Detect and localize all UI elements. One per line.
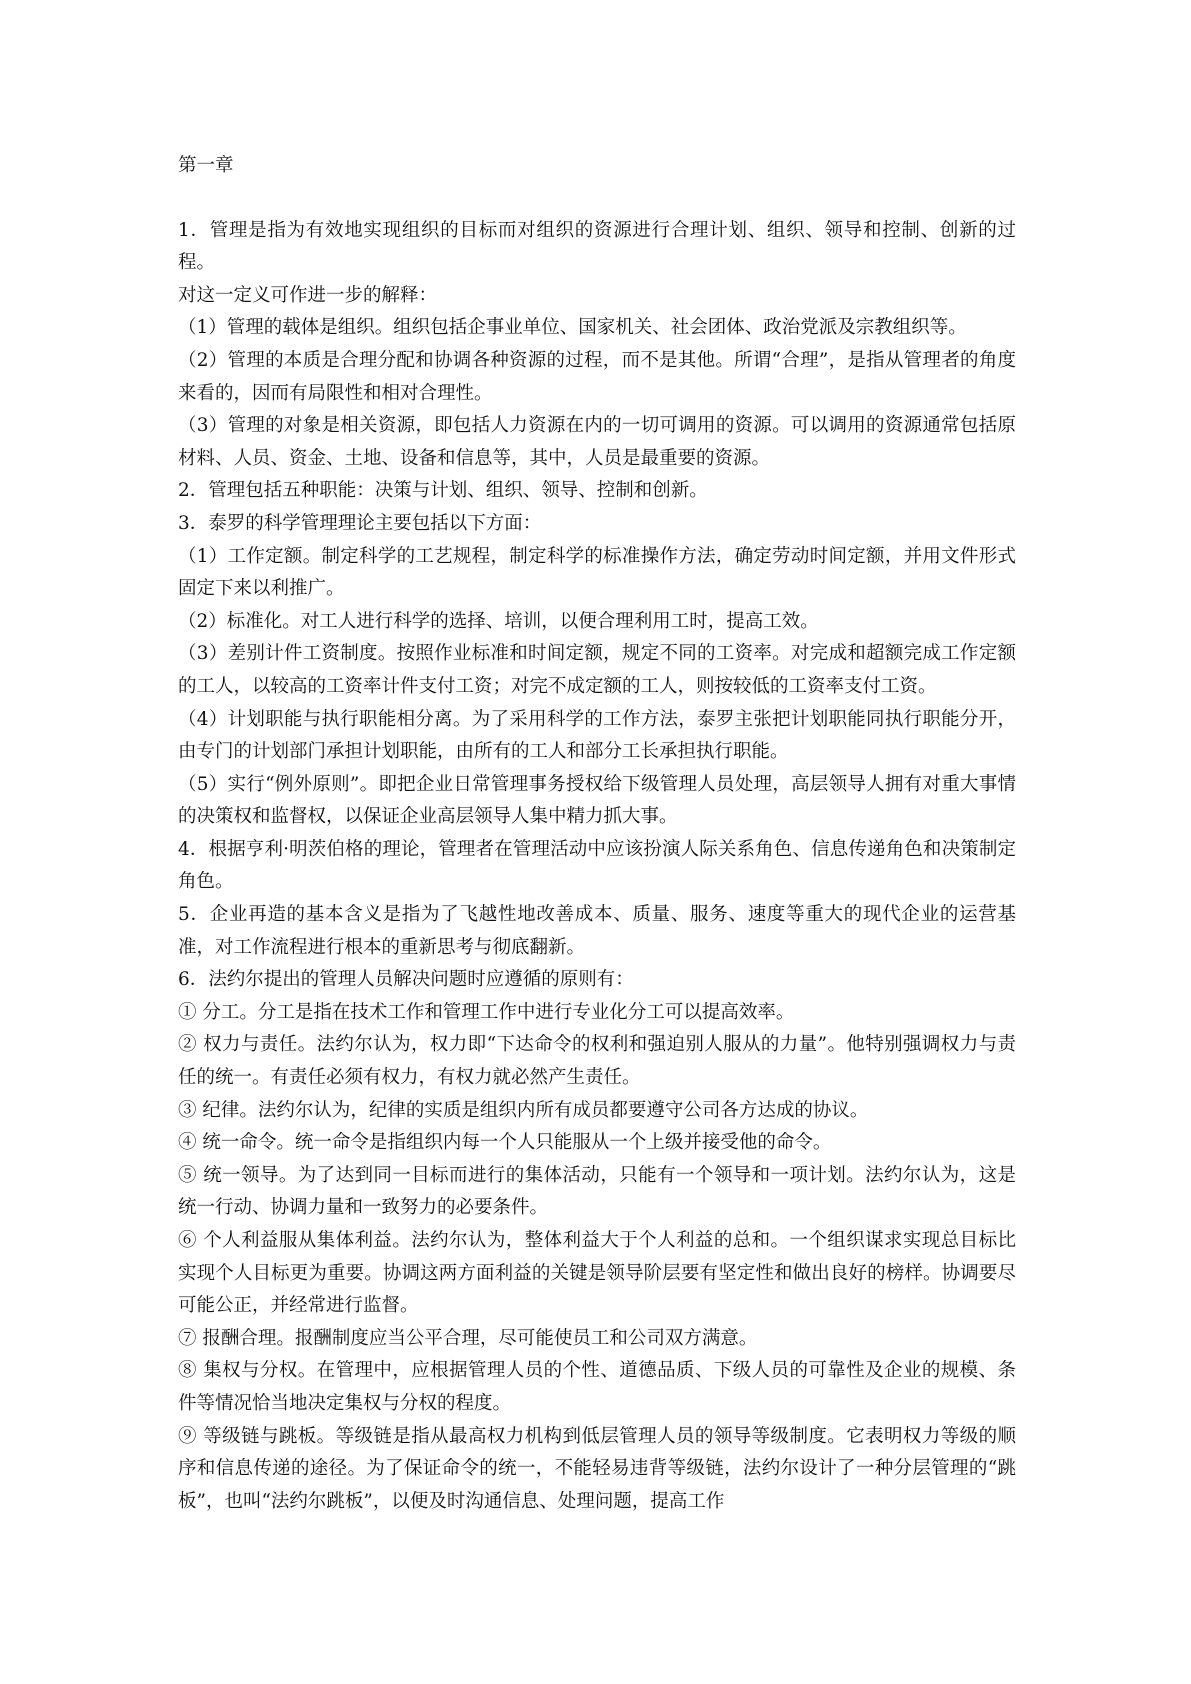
paragraph: （2）管理的本质是合理分配和协调各种资源的过程，而不是其他。所谓“合理”，是指从管理者的角度来看的，因而有局限性和相对合理性。 bbox=[178, 349, 1016, 404]
paragraph: 1．管理是指为有效地实现组织的目标而对组织的资源进行合理计划、组织、领导和控制、创新的过程。 bbox=[178, 219, 1016, 274]
paragraph: 5．企业再造的基本含义是指为了飞越性地改善成本、质量、服务、速度等重大的现代企业的运营基准，对工作流程进行根本的重新思考与彻底翻新。 bbox=[178, 904, 1016, 958]
paragraph: （3）管理的对象是相关资源，即包括人力资源在内的一切可调用的资源。可以调用的资源通常包括原材料、人员、资金、土地、设备和信息等，其中，人员是最重要的资源。 bbox=[178, 415, 1016, 469]
paragraph: ⑧ 集权与分权。在管理中，应根据管理人员的个性、道德品质、下级人员的可靠性及企业的规模、条件等情况恰当地决定集权与分权的程度。 bbox=[178, 1360, 1016, 1414]
paragraph: （1）管理的载体是组织。组织包括企事业单位、国家机关、社会团体、政治党派及宗教组织等。 bbox=[178, 317, 967, 339]
paragraph: 3．泰罗的科学管理理论主要包括以下方面： bbox=[178, 512, 542, 534]
paragraph: ⑦ 报酬合理。报酬制度应当公平合理，尽可能使员工和公司双方满意。 bbox=[178, 1327, 758, 1349]
paragraph: ⑥ 个人利益服从集体利益。法约尔认为，整体利益大于个人利益的总和。一个组织谋求实现总目标比实现个人目标更为重要。协调这两方面利益的关键是领导阶层要有坚定性和做出良好的榜样。协调要尽可能公正，并经常进行监督。 bbox=[178, 1230, 1016, 1317]
paragraph: 对这一定义可作进一步的解释： bbox=[178, 284, 438, 306]
paragraph: （5）实行“例外原则”。即把企业日常管理事务授权给下级管理人员处理，高层领导人拥有对重大事情的决策权和监督权，以保证企业高层领导人集中精力抓大事。 bbox=[178, 773, 1016, 828]
paragraph: （2）标准化。对工人进行科学的选择、培训，以便合理利用工时，提高工效。 bbox=[178, 610, 819, 632]
paragraph: （1）工作定额。制定科学的工艺规程，制定科学的标准操作方法，确定劳动时间定额，并用文件形式固定下来以利推广。 bbox=[178, 545, 1016, 600]
paragraph: ⑤ 统一领导。为了达到同一目标而进行的集体活动，只能有一个领导和一项计划。法约尔认为，这是统一行动、协调力量和一致努力的必要条件。 bbox=[178, 1164, 1016, 1219]
paragraph: 4．根据亨利·明茨伯格的理论，管理者在管理活动中应该扮演人际关系角色、信息传递角色和决策制定角色。 bbox=[178, 838, 1016, 893]
paragraph: ⑨ 等级链与跳板。等级链是指从最高权力机构到低层管理人员的领导等级制度。它表明权力等级的顺序和信息传递的途径。为了保证命令的统一，不能轻易违背等级链，法约尔设计了一种分层管理的“跳板”，也叫“法约尔跳板”，以便及时沟通信息、处理问题，提高工作 bbox=[178, 1425, 1016, 1512]
paragraph: 2．管理包括五种职能：决策与计划、组织、领导、控制和创新。 bbox=[178, 480, 708, 502]
paragraph: 6．法约尔提出的管理人员解决问题时应遵循的原则有： bbox=[178, 969, 634, 991]
paragraph: ① 分工。分工是指在技术工作和管理工作中进行专业化分工可以提高效率。 bbox=[178, 1001, 795, 1023]
paragraph: ④ 统一命令。统一命令是指组织内每一个人只能服从一个上级并接受他的命令。 bbox=[178, 1132, 832, 1154]
paragraph: ③ 纪律。法约尔认为，纪律的实质是组织内所有成员都要遵守公司各方达成的协议。 bbox=[178, 1099, 869, 1121]
document-page bbox=[178, 150, 1016, 1518]
paragraph: （3）差别计件工资制度。按照作业标准和时间定额，规定不同的工资率。对完成和超额完成工作定额的工人，以较高的工资率计件支付工资；对完不成定额的工人，则按较低的工资率支付工资。 bbox=[178, 643, 1016, 697]
paragraph: （4）计划职能与执行职能相分离。为了采用科学的工作方法，泰罗主张把计划职能同执行职能分开，由专门的计划部门承担计划职能，由所有的工人和部分工长承担执行职能。 bbox=[178, 708, 1016, 763]
chapter-heading: 第一章 bbox=[178, 155, 234, 176]
paragraph: ② 权力与责任。法约尔认为，权力即“下达命令的权利和强迫别人服从的力量”。他特别强调权力与责任的统一。有责任必须有权力，有权力就必然产生责任。 bbox=[178, 1034, 1016, 1089]
